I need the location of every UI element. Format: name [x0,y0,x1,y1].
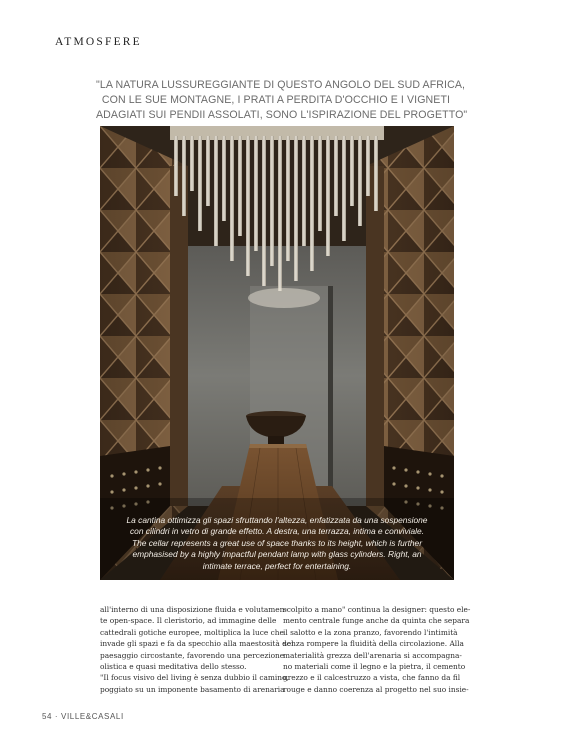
body-line: paesaggio circostante, favorendo una percezione [100,650,285,660]
caption-italian-line: con cilindri in vetro di grande effetto. A destra, una terrazza, intima e conviviale. [129,526,425,536]
body-line: poggiato su un imponente basamento di arenaria [100,684,285,694]
caption-italian-line: La cantina ottimizza gli spazi sfruttando l'altezza, enfatizzata da una sospensione [126,514,428,525]
body-line: te open-space. Il cleristorio, ad immagine delle [100,616,277,626]
pull-quote [96,78,468,123]
photo-caption [100,515,454,573]
body-line: mento centrale funge anche da quinta che separa [283,616,470,626]
pull-quote-line: ADAGIATI SUI PENDII ASSOLATI, SONO L'ISPIRAZIONE DEL PROGETTO" [96,109,468,121]
body-line: materialità grezza dell'arenaria si accompagna- [283,650,462,660]
page-folio: 54 · VILLE&CASALI [42,712,124,721]
body-line: invade gli spazi e fa da specchio alla maestosità del [100,639,294,649]
body-column-left [100,604,294,695]
section-title: ATMOSFERE [55,36,142,48]
body-line: rouge e danno coerenza al progetto nel suo insie- [283,684,469,694]
body-line: cattedrali gotiche europee, moltiplica la luce che [100,627,284,637]
body-line: "Il focus visivo del living è senza dubbio il camino, [100,673,289,683]
body-line: no materiali come il legno e la pietra, il cemento [283,662,466,672]
caption-english-line: emphasised by a highly impactful pendant lamp with glass cylinders. Right, an [132,549,422,559]
body-line: scolpito a mano" continua la designer: questo ele- [283,605,471,614]
pull-quote-line: "LA NATURA LUSSUREGGIANTE DI QUESTO ANGOLO DEL SUD AFRICA, [96,79,466,91]
body-line: all'interno di una disposizione fluida e volutamen- [100,605,287,614]
caption-english-line: The cellar represents a great use of space thanks to its height, which is further [131,537,423,548]
wine-cellar-photo [100,126,454,580]
caption-english-line: intimate terrace, perfect for entertaining. [202,560,352,571]
body-line: olistica e quasi meditativa dello stesso. [100,662,247,672]
body-line: il salotto e la zona pranzo, favorendo l'intimità [283,627,458,637]
body-column-right [283,604,471,695]
body-line: senza rompere la fluidità della circolazione. Alla [283,639,464,649]
wine-cellar-illustration [100,126,454,580]
body-line: grezzo e il calcestruzzo a vista, che fanno da fil [283,673,461,683]
pull-quote-line: CON LE SUE MONTAGNE, I PRATI A PERDITA D'OCCHIO E I VIGNETI [101,94,451,106]
